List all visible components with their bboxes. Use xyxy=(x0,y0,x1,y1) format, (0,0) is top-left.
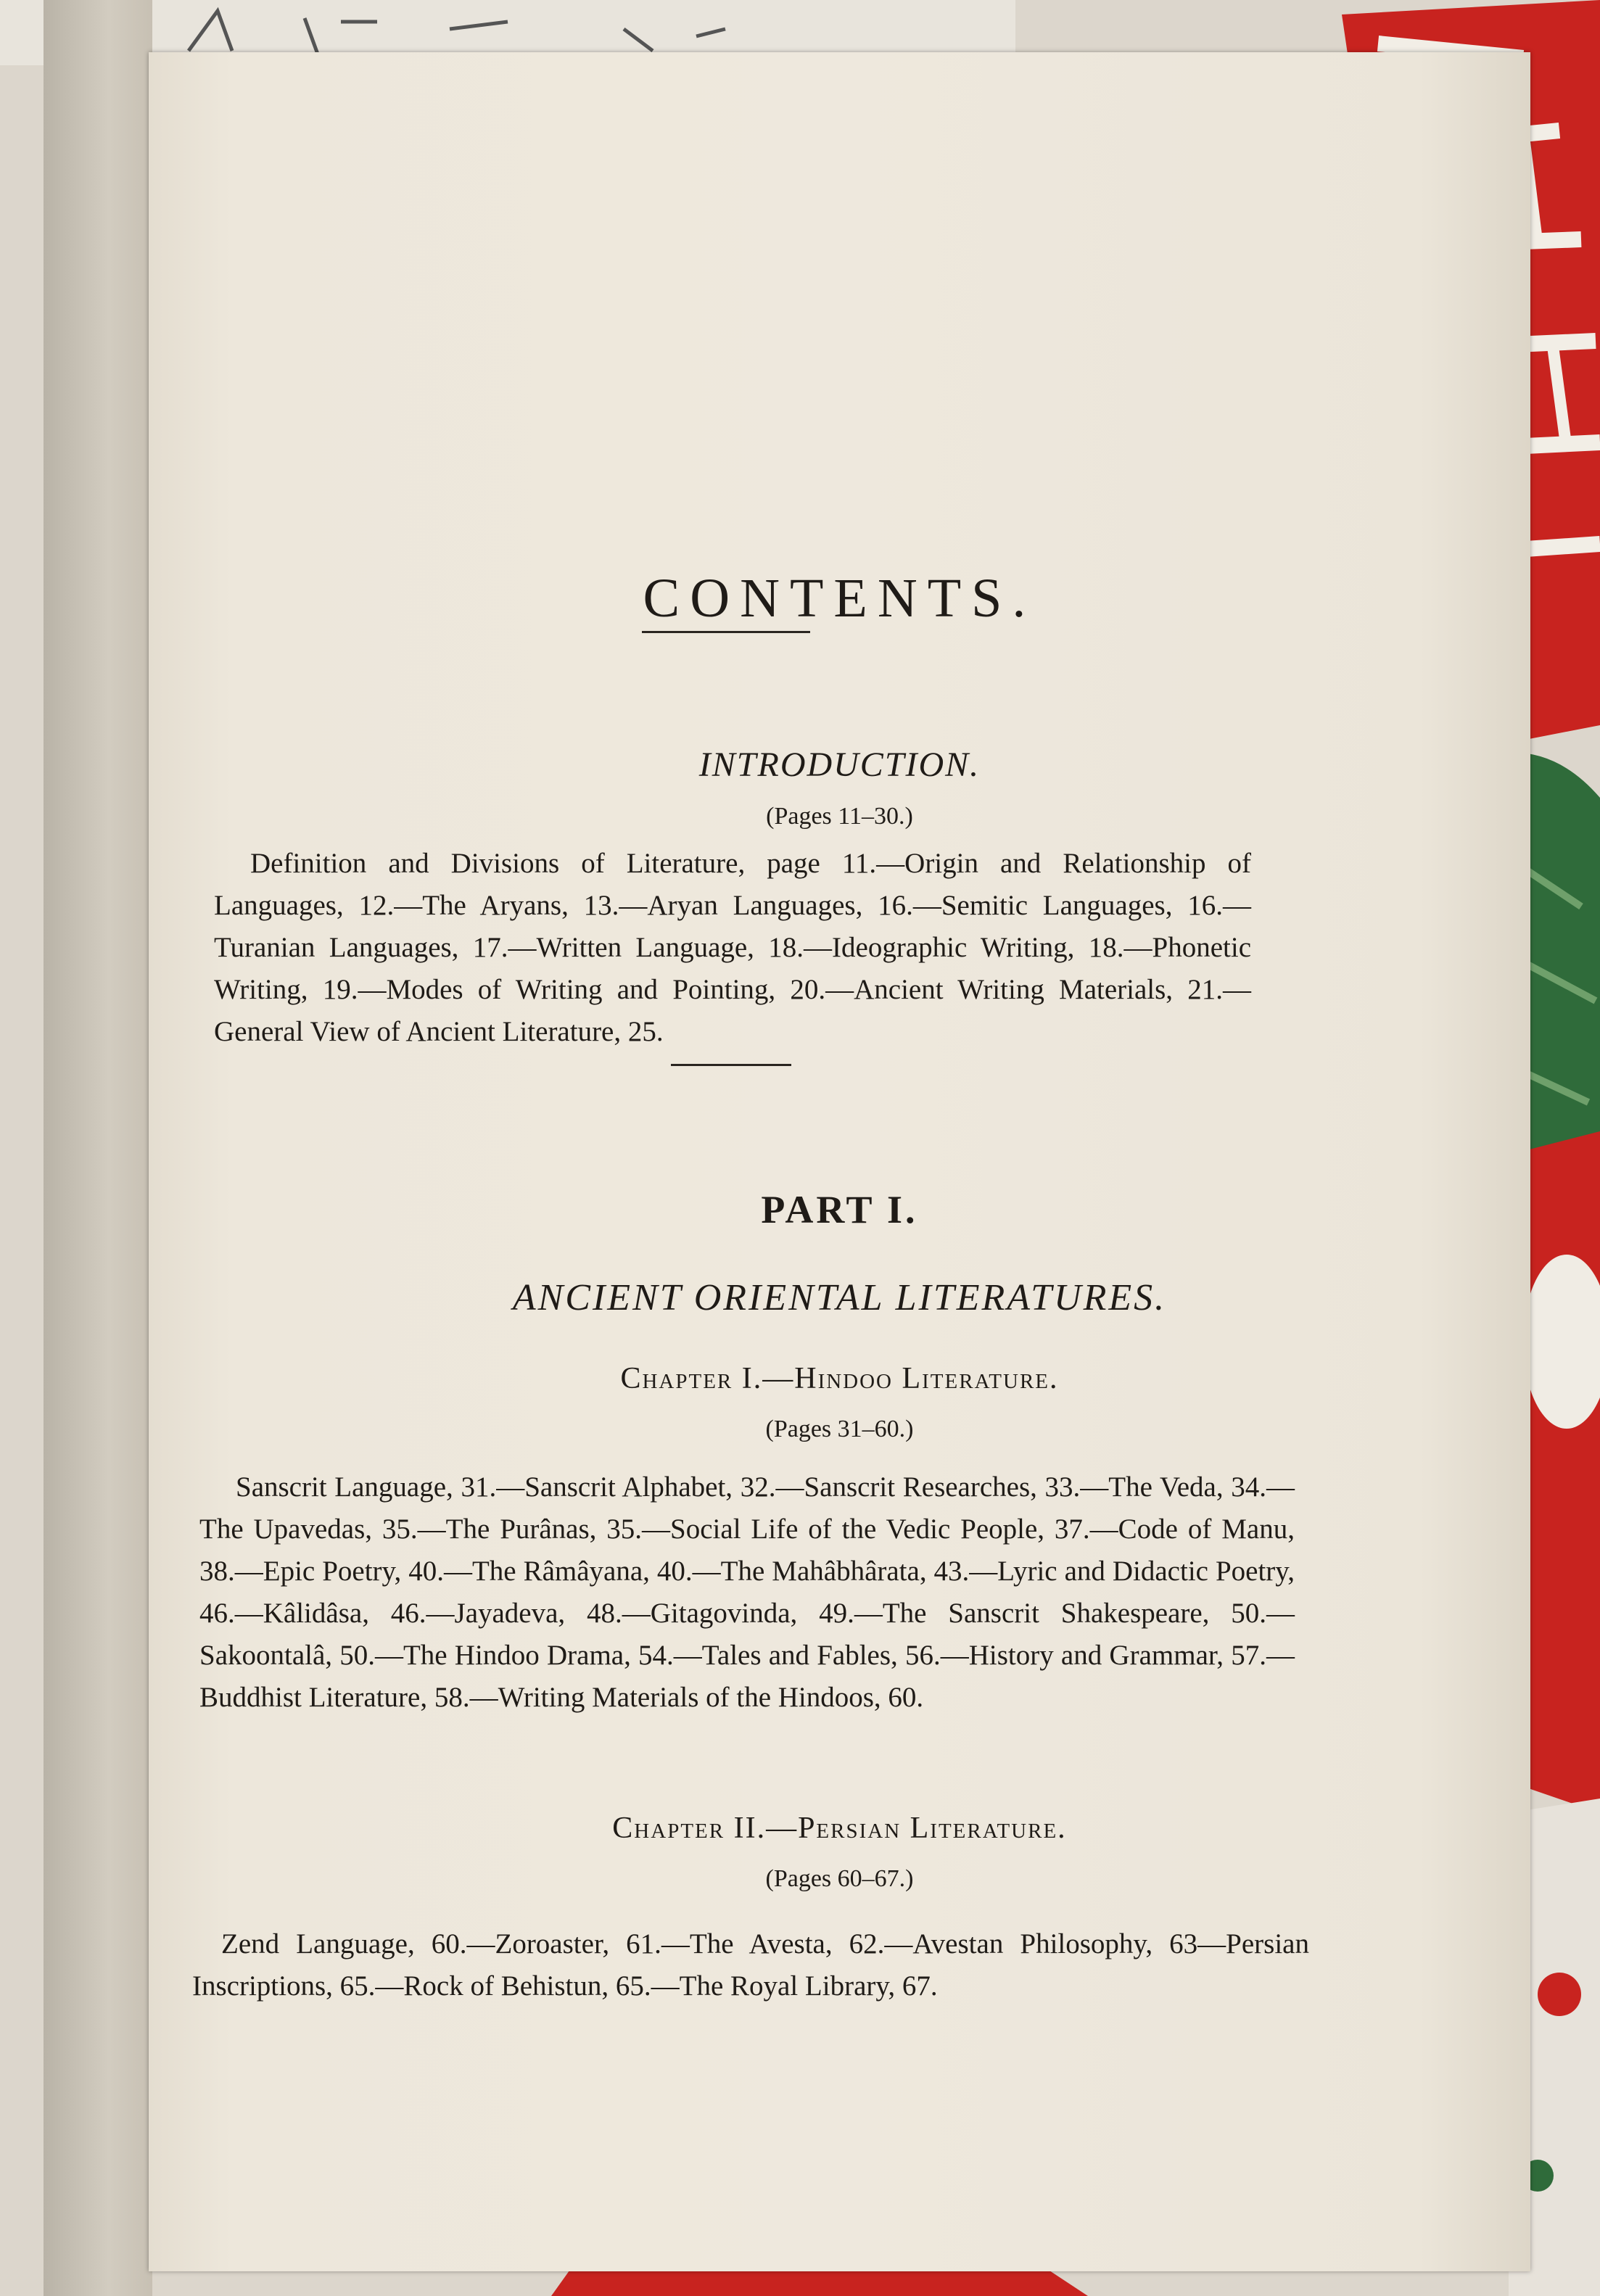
part-title: PART I. xyxy=(761,1188,918,1231)
chapter-title: Chapter I.—Hindoo Literature. xyxy=(620,1362,1059,1395)
part-subtitle: ANCIENT ORIENTAL LITERATURES. xyxy=(512,1277,1167,1318)
introduction-text: Definition and Divisions of Literature, page 11.—Origin and Relationship of Languages, 12.—The Aryans, 13.—Aryan Languages, 16.—Semitic Languages, 16.—Turanian Languages, 17.—Written Language, 18.—Ideographic Writing, 18.—Phonetic Writing, 19.—Modes of Writing and Pointing, 20.—Ancient Writing Materials, 21.—General View of Ancient Literature, 25. xyxy=(214,848,1251,1047)
introduction-title: INTRODUCTION. xyxy=(698,746,981,784)
divider-rule xyxy=(642,631,810,633)
chapter-pages: (Pages 60–67.) xyxy=(765,1865,914,1892)
contents-heading: CONTENTS. xyxy=(643,568,1036,629)
chapter-text: Zend Language, 60.—Zoroaster, 61.—The Avesta, 62.—Avestan Philosophy, 63—Persian Inscriptions, 65.—Rock of Behistun, 65.—The Royal Library, 67. xyxy=(192,1928,1309,2002)
divider-rule xyxy=(671,1064,791,1066)
chapter-pages: (Pages 31–60.) xyxy=(765,1416,914,1442)
chapter-title: Chapter II.—Persian Literature. xyxy=(612,1812,1067,1845)
book-cover-edge xyxy=(44,0,152,2296)
introduction-pages: (Pages 11–30.) xyxy=(766,803,913,830)
book-page xyxy=(149,52,1530,2271)
chapter-text: Sanscrit Language, 31.—Sanscrit Alphabet, 32.—Sanscrit Researches, 33.—The Veda, 34.—The Upavedas, 35.—The Purânas, 35.—Social Life of the Vedic People, 37.—Code of Manu, 38.—Epic Poetry, 40.—The Râmâyana, 40.—The Mahâbhârata, 43.—Lyric and Didactic Poetry, 46.—Kâlidâsa, 46.—Jayadeva, 48.—Gitagovinda, 49.—The Sanscrit Shakespeare, 50.—Sakoontalâ, 50.—The Hindoo Drama, 54.—Tales and Fables, 56.—History and Grammar, 57.—Buddhist Literature, 58.—Writing Materials of the Hindoos, 60. xyxy=(199,1471,1295,1713)
